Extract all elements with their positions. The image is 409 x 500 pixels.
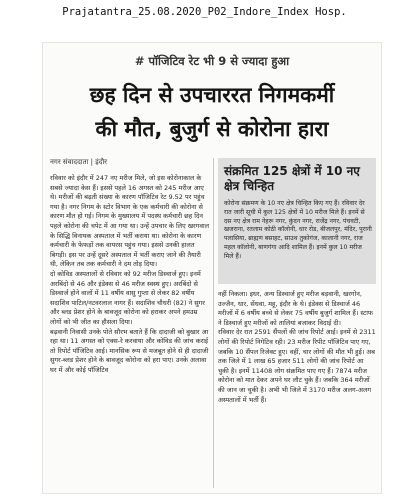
article-paragraph: बढ़वानी निवासी उनके पोते सौरभ बताते हैं कि दादाजी को बुखार आ रहा था। 11 अगस्त को एक्स-रे करवाया और कोविड की जांच कराई तो रिपोर्ट पॉजिटिव आई। मानसिक रूप से मजबूत होने से ही दादाजी सुगर-ब्लड प्रेशर होने के बावजूद कोरोना को हरा पाए। उनके अलावा घर में और कोई पॉजिटिव <box>50 327 209 374</box>
column-divider <box>213 158 214 488</box>
headline-line-1: छह दिन से उपचाररत निगमकर्मी <box>89 83 335 107</box>
sidebar-title: संक्रमित 125 क्षेत्रों में 10 नए क्षेत्र चिन्हित <box>224 164 360 193</box>
article-paragraph: रविवार को इंदौर में 247 नए मरीज मिले, जो इस कोरोनाकाल के सबसे ज्यादा केस हैं। इससे पहले 16 अगस्त को 245 मरीज आए थे। मरीजों की बढ़ती संख्या के कारण पॉजिटिव रेट 9.52 पर पहुंच गया है। नगर निगम के स्टोर विभाग के एक कर्मचारी की कोरोना से कारण मौत हो गई। निगम के मुख्यालय में पदस्थ कर्मचारी छह दिन पहले कोरोना की चपेट में आ गया था। उन्हें उपचार के लिए खरगवाल के सिद्धि विनायक अस्पताल में भर्ती कराया था। कोरोना के कारण कर्मचारी के फेफड़ों तक वायरस पहुंच गया। इससे उनकी हालत बिगड़ी। इस पर उन्हें दूसरे अस्पताल में भर्ती कराए जाने की तैयारी थी, लेकिन तब तक कर्मचारी ने दम तोड़ दिया। <box>50 174 210 269</box>
byline: नगर संवाददाता | इंदौर <box>50 158 108 166</box>
headline <box>50 78 374 146</box>
file-caption: Prajatantra_25.08.2020_P02_Indore_Index Hosp. <box>62 6 347 18</box>
article-right-column <box>218 290 376 490</box>
article-left-column <box>50 174 210 490</box>
sidebar-box <box>218 158 376 284</box>
newspaper-clipping <box>42 42 382 494</box>
article-paragraph: रविवार देर रात 2591 सैंपलों की जांच रिपोर्ट आई। इनमें से 2311 लोगों की रिपोर्ट निगेटिव रही। 23 मरीज रिपीट पॉजिटिव पाए गए, जबकि 10 सैंपल रिजेक्ट हुए। वहीं, चार लोगों की मौत भी हुई। अब तक जिले में 1 लाख 65 हजार 511 लोगों की जांच रिपोर्ट आ चुकी है। इनमें 11408 लोग संक्रमित पाए गए हैं। 7874 मरीज कोरोना को मात देकर अपने घर लौट चुके हैं। जबकि 364 मरीजों की जान जा चुकी है। अभी भी जिले में 3170 मरीज अलग-अलग अस्पतालों में भर्ती हैं। <box>218 328 376 404</box>
sidebar-body: कोरोना संक्रमण के 10 नए क्षेत्र चिन्हित किए गए हैं। रविवार देर रात जारी सूची में कुल 125 क्षेत्रों में 10 मरीज मिले हैं। इनमें से दस नए क्षेत्र राम नेहरू नगर, कुंदन नगर, राजेंद्र नगर, पंचवटी, खजराना, रतलाम कोठी कॉलोनी, धार रोड, बीजलपुर, मंदिर, पुरानी पलासिया, ब्राह्मण बसाहट, साउथ तुकोगंज, कालानी नगर, राज महल कॉलोनी, बाणगंगा आदि शामिल हैं। इनमें कुल 10 मरीज मिले हैं। <box>224 200 372 260</box>
headline-line-2: की मौत, बुजुर्ग से कोरोना हारा <box>95 117 329 141</box>
kicker-line: # पॉजिटिव रेट भी 9 से ज्यादा हुआ <box>134 54 290 68</box>
article-paragraph: नहीं निकला। इधर, अन्य डिस्चार्ज हुए मरीज बड़वानी, खरगोन, उज्जैन, धार, सेंधवा, महू, इंदौर के थे। इंडेक्स से डिस्चार्ज 46 मरीजों में 6 वर्षीय बच्चे से लेकर 75 वर्षीय बुजुर्ग शामिल हैं। स्टाफ ने डिस्चार्ज हुए मरीजों को तालियां बजाकर विदाई दी। <box>218 290 373 327</box>
article-paragraph: दो कोविड अस्पतालों से रविवार को 92 मरीज डिस्चार्ज हुए। इनमें अरबिंदो से 46 और इंडेक्स से 46 मरीज स्वस्थ हुए। अरबिंदो से डिस्चार्ज होने वालों में 11 वर्षीय वासु गुप्ता से लेकर 82 वर्षीय सदाशिव पाटिल/नटवरलाल नागर हैं। सदाशिव चौधरी (82) ने सुगर और ब्लड प्रेशर होने के बावजूद कोरोना को हराकर अपने हमउम्र लोगों को भी जीत का हौसला दिया। <box>50 269 205 326</box>
